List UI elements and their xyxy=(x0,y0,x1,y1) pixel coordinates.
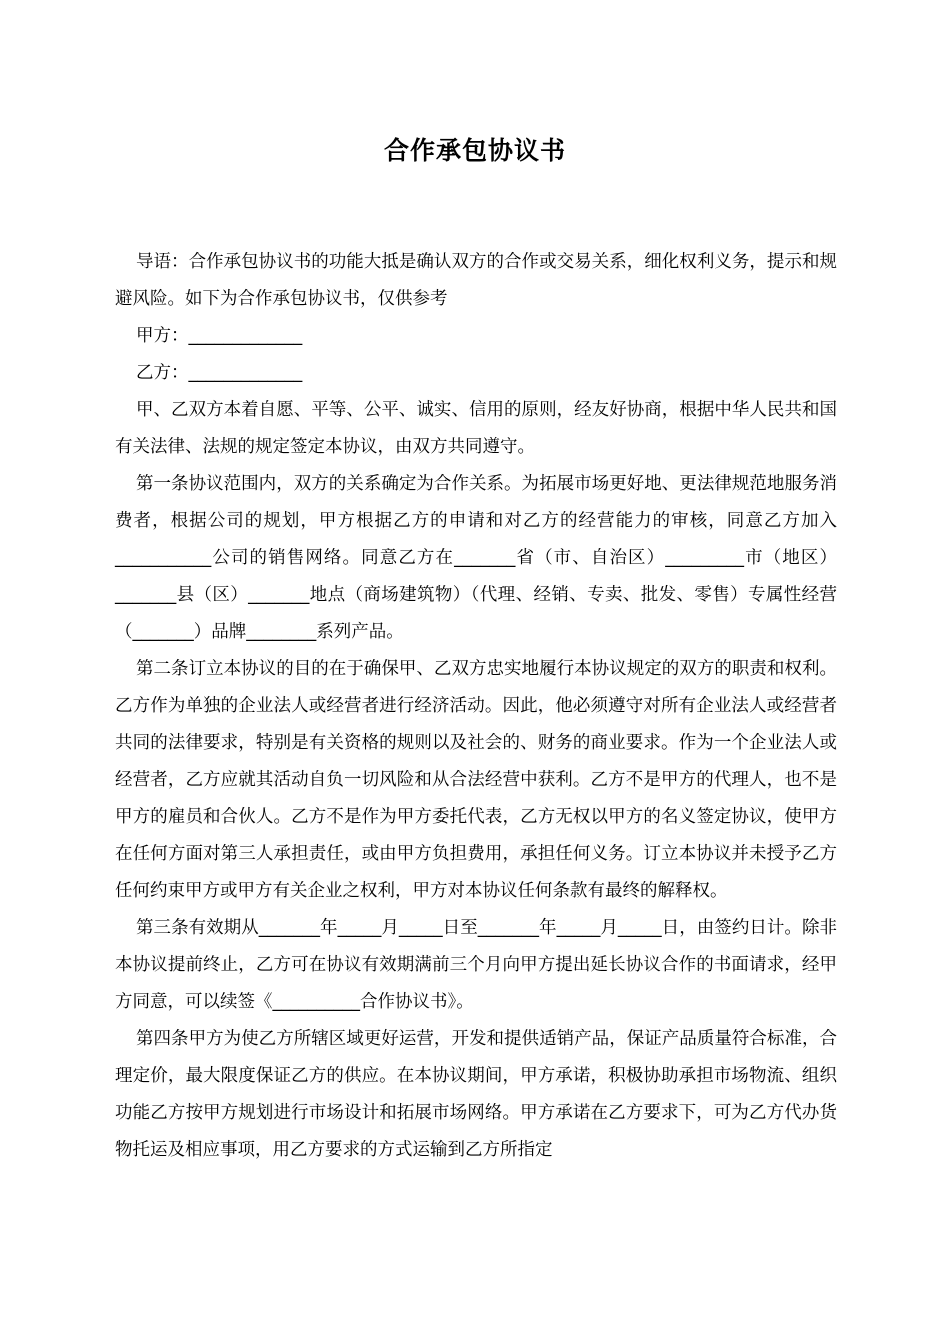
article-4-paragraph: 第四条甲方为使乙方所辖区域更好运营，开发和提供适销产品，保证产品质量符合标准，合理定价，最大限度保证乙方的供应。在本协议期间，甲方承诺，积极协助承担市场物流、组织功能乙方按甲方规划进行市场设计和拓展市场网络。甲方承诺在乙方要求下，可为乙方代办货物托运及相应事项，用乙方要求的方式运输到乙方所指定 xyxy=(115,1029,837,1160)
party-b-line: 乙方：_____________ xyxy=(136,363,303,383)
party-a-line: 甲方：_____________ xyxy=(136,326,303,346)
article-2-paragraph: 第二条订立本协议的目的在于确保甲、乙双方忠实地履行本协议规定的双方的职责和权利。乙方作为单独的企业法人或经营者进行经济活动。因此，他必须遵守对所有企业法人或经营者共同的法律要求，特别是有关资格的规则以及社会的、财务的商业要求。作为一个企业法人或经营者，乙方应就其活动自负一切风险和从合法经营中获利。乙方不是甲方的代理人，也不是甲方的雇员和合伙人。乙方不是作为甲方委托代表，乙方无权以甲方的名义签定协议，使甲方在任何方面对第三人承担责任，或由甲方负担费用，承担任何义务。订立本协议并未授予乙方任何约束甲方或甲方有关企业之权利，甲方对本协议任何条款有最终的解释权。 xyxy=(115,659,837,901)
preamble-paragraph: 甲、乙双方本着自愿、平等、公平、诚实、信用的原则，经友好协商，根据中华人民共和国有关法律、法规的规定签定本协议，由双方共同遵守。 xyxy=(115,400,837,457)
intro-paragraph: 导语：合作承包协议书的功能大抵是确认双方的合作或交易关系，细化权利义务，提示和规避风险。如下为合作承包协议书，仅供参考 xyxy=(115,252,837,309)
article-1-paragraph: 第一条协议范围内，双方的关系确定为合作关系。为拓展市场更好地、更法律规范地服务消费者，根据公司的规划，甲方根据乙方的申请和对乙方的经营能力的审核，同意乙方加入___________公司的销售网络。同意乙方在_______省（市、自治区）_________市（地区）_______县（区）_______地点（商场建筑物）（代理、经销、专卖、批发、零售）专属性经营（_______）品牌________系列产品。 xyxy=(115,474,837,642)
document-title: 合作承包协议书 xyxy=(383,136,566,165)
article-3-paragraph: 第三条有效期从_______年_____月_____日至_______年_____月_____日，由签约日计。除非本协议提前终止，乙方可在协议有效期满前三个月向甲方提出延长协议合作的书面请求，经甲方同意，可以续签《__________合作协议书》。 xyxy=(115,918,837,1012)
document-body xyxy=(115,244,837,1169)
